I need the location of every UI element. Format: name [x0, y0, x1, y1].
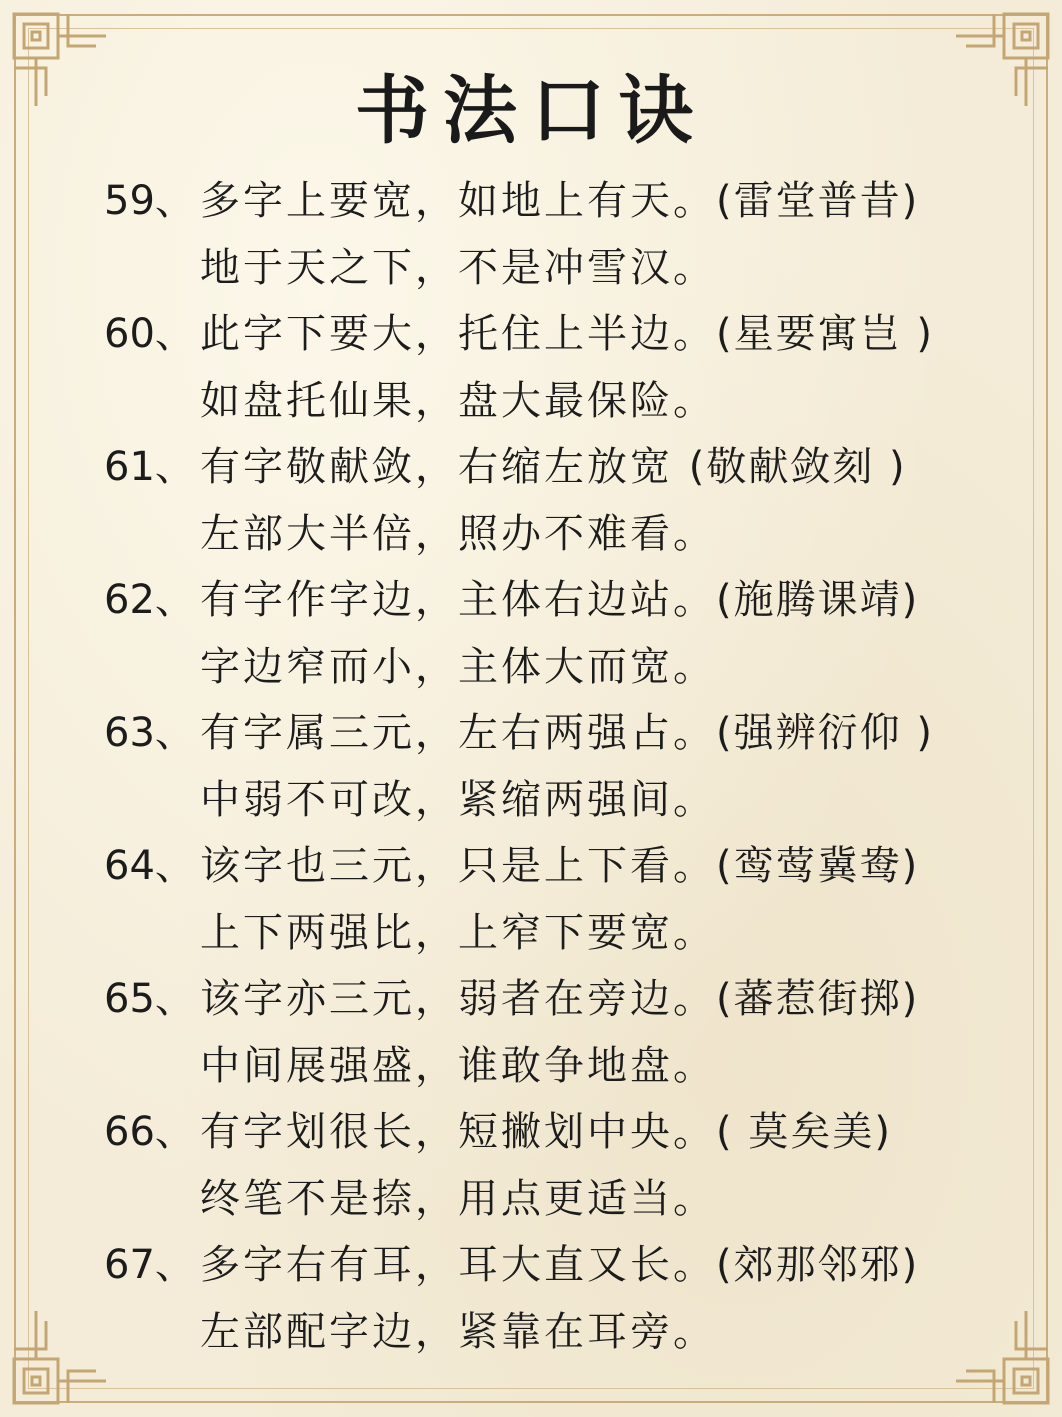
verse-number: 62、 [104, 577, 195, 623]
verse-item [104, 168, 984, 301]
verse-number: 60、 [104, 311, 195, 357]
verse-number: 67、 [104, 1242, 195, 1288]
verse-list [104, 168, 984, 1365]
verse-line1 [104, 301, 984, 368]
example-chars: (施腾课靖) [716, 577, 920, 623]
verse-number: 63、 [104, 710, 195, 756]
verse-item [104, 567, 984, 700]
verse-line1 [104, 567, 984, 634]
verse-line2: 左部大半倍，照办不难看。 [200, 510, 716, 557]
verse-line1 [104, 1099, 984, 1166]
verse-item [104, 966, 984, 1099]
verse-item [104, 301, 984, 434]
verse-line2: 左部配字边，紧靠在耳旁。 [200, 1308, 716, 1355]
verse-line2: 地于天之下，不是冲雪汉。 [200, 244, 716, 291]
verse-text: 有字作字边，主体右边站。 [200, 577, 716, 623]
verse-item [104, 700, 984, 833]
verse-number: 61、 [104, 444, 195, 490]
page-title: 书法口诀 [355, 68, 707, 154]
verse-line2: 终笔不是捺，用点更适当。 [200, 1175, 716, 1222]
verse-text: 有字属三元，左右两强占。 [200, 710, 716, 756]
verse-line1 [104, 966, 984, 1033]
verse-line1 [104, 1232, 984, 1299]
verse-item [104, 833, 984, 966]
verse-line2: 中间展强盛，谁敢争地盘。 [200, 1042, 716, 1089]
verse-item [104, 434, 984, 567]
example-chars: (敬献敛刻 ) [688, 444, 907, 490]
verse-text: 多字上要宽，如地上有天。 [200, 178, 716, 224]
example-chars: (雷堂普昔) [716, 178, 920, 224]
verse-line1 [104, 700, 984, 767]
verse-text: 此字下要大，托住上半边。 [200, 311, 716, 357]
verse-line2: 上下两强比，上窄下要宽。 [200, 909, 716, 956]
verse-item [104, 1232, 984, 1365]
verse-text: 多字右有耳，耳大直又长。 [200, 1242, 716, 1288]
verse-number: 59、 [104, 178, 195, 224]
example-chars: ( 莫矣美) [716, 1109, 892, 1155]
verse-line2: 如盘托仙果，盘大最保险。 [200, 377, 716, 424]
verse-line1 [104, 434, 984, 501]
verse-item [104, 1099, 984, 1232]
verse-line2: 中弱不可改，紧缩两强间。 [200, 776, 716, 823]
verse-text: 该字亦三元，弱者在旁边。 [200, 976, 716, 1022]
verse-number: 64、 [104, 843, 195, 889]
corner-ornament-icon [6, 1301, 116, 1411]
example-chars: (强辨衍仰 ) [716, 710, 934, 756]
verse-text: 有字划很长，短撇划中央。 [200, 1109, 716, 1155]
verse-number: 66、 [104, 1109, 195, 1155]
verse-text: 该字也三元，只是上下看。 [200, 843, 716, 889]
verse-line1 [104, 168, 984, 235]
verse-line2: 字边窄而小，主体大而宽。 [200, 643, 716, 690]
example-chars: (郊那邻邪) [716, 1242, 920, 1288]
verse-number: 65、 [104, 976, 195, 1022]
verse-text: 有字敬献敛，右缩左放宽 [200, 444, 689, 490]
example-chars: (鸾莺冀鸯) [716, 843, 920, 889]
verse-line1 [104, 833, 984, 900]
example-chars: (星要寓岂 ) [716, 311, 934, 357]
example-chars: (蕃惹街掷) [716, 976, 920, 1022]
